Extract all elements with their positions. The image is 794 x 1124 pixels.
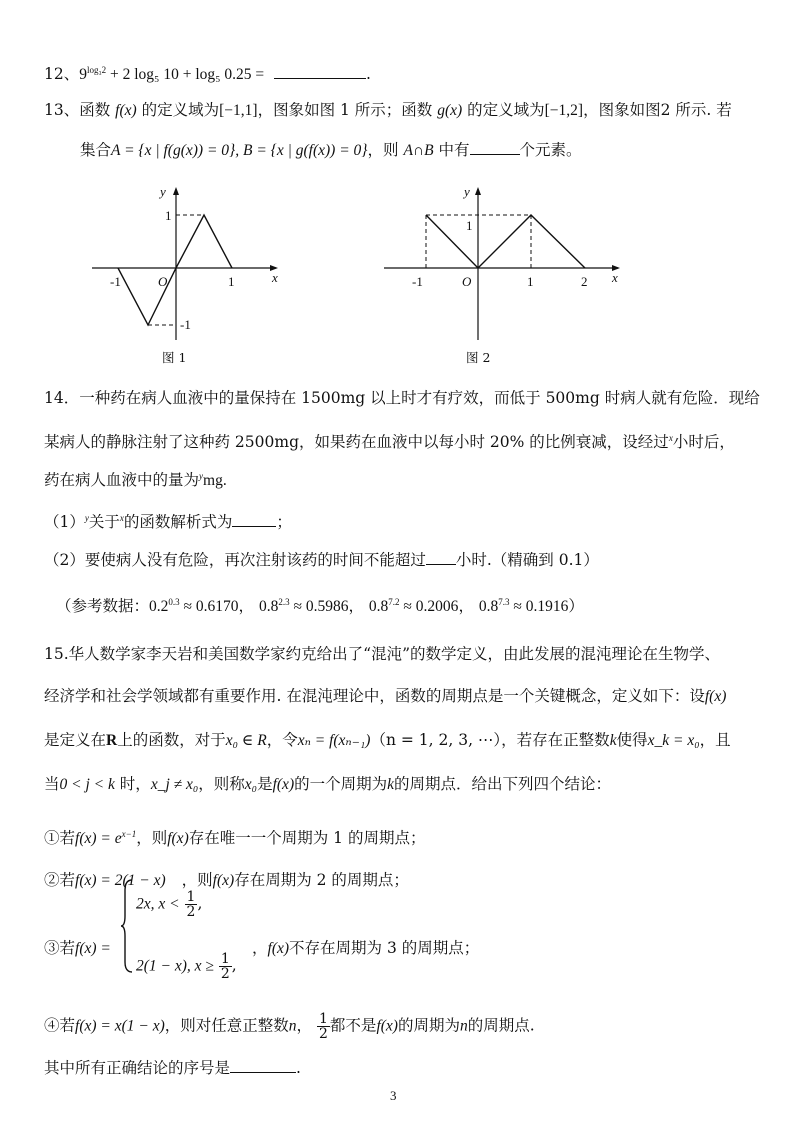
q14-ref-exp: 2.3: [278, 597, 290, 607]
fig2-tick-m1: -1: [412, 274, 423, 289]
q15-math: 2x, x <: [136, 895, 180, 913]
fig2-tick-2: 2: [581, 274, 588, 289]
q14-ref-exp: 7.2: [388, 597, 400, 607]
q15-text: 使得: [616, 731, 648, 749]
fig1-x-label: x: [272, 270, 278, 285]
q14-unit: mg.: [203, 472, 227, 490]
fig1-tick-1: 1: [228, 274, 235, 289]
q15-var-k: k: [387, 776, 395, 793]
q15-text: 的周期点．给出下列四个结论：: [394, 775, 612, 793]
piecewise-case-1: 2x, x < $\frac{1}{2}$ ,: [136, 889, 203, 920]
q14-ref-exp: 0.3: [168, 597, 180, 607]
question-12: [44, 60, 371, 85]
fig1-tick-top: 1: [165, 208, 172, 223]
q14-text: （1）: [44, 513, 85, 532]
q15-text: ，则: [181, 871, 213, 889]
fraction-half: [219, 952, 232, 981]
q15-var-k: k: [609, 732, 617, 749]
fraction-denominator: 2: [319, 1026, 328, 1042]
fig2-x-label: x: [612, 270, 618, 285]
q15-math: x_j ≠ x₀: [150, 776, 199, 793]
q15-answer-blank[interactable]: [230, 1056, 296, 1073]
q15-conclusion-4: [44, 1012, 535, 1041]
q15-text: 不存在周期为 3 的周期点；: [289, 939, 480, 957]
fig2-curve: [426, 215, 585, 268]
q14-ref-value: ≈ 0.5986: [289, 598, 349, 616]
q13-intersection: A∩B: [403, 142, 434, 159]
q14-text: （2）要使病人没有危险，再次注射该药的时间不能超过: [44, 551, 426, 569]
q14-line-3: [44, 466, 227, 491]
q14-text: （参考数据：: [56, 597, 150, 616]
figure-1-caption: 图 1: [162, 350, 187, 365]
q15-text: 的周期点.: [467, 1016, 535, 1035]
q14-text: ；: [276, 513, 292, 532]
q15-math: f(x) = e: [75, 830, 122, 848]
page-number: 3: [390, 1088, 397, 1103]
q14-answer-blank-1[interactable]: [232, 510, 276, 527]
q14-ref-base: 0.2: [149, 598, 169, 616]
q15-math: x_k = x₀: [647, 732, 700, 749]
q14-answer-blank-2[interactable]: [426, 548, 456, 565]
q13-text: 集合: [80, 141, 112, 159]
q14-text: 关于: [88, 513, 120, 532]
q13-fx: f(x): [115, 102, 137, 119]
q15-text: .: [296, 1059, 301, 1077]
q15-fx: f(x): [704, 688, 727, 705]
q14-var-y: y: [84, 513, 89, 523]
q14-ref-value: ≈ 0.2006: [399, 598, 459, 616]
q14-text: 小时后，: [672, 433, 735, 452]
q15-text: 其中所有正确结论的序号是: [44, 1059, 231, 1077]
q13-domain-f: [−1,1]: [219, 102, 258, 119]
q15-conclusion-3-lead: [44, 938, 111, 959]
fig1-y-arrow: [173, 187, 179, 195]
q15-conclusion-3-tail: [252, 938, 479, 959]
q12-number: 12、: [44, 65, 80, 84]
fig1-curve: [118, 215, 232, 325]
q15-math: xₙ = f(xₙ₋₁): [297, 732, 371, 749]
fraction-numerator: 1: [319, 1011, 328, 1027]
question-13-line-2: [44, 138, 582, 161]
q15-text: 时，: [114, 775, 151, 793]
q15-math: 0 < j < k: [59, 776, 115, 793]
q15-text: 是: [257, 775, 273, 793]
q15-fx: f(x): [376, 1017, 398, 1035]
q15-text: ④若: [44, 1016, 76, 1035]
q15-exp: x−1: [121, 829, 137, 839]
q13-text: 中有: [433, 141, 470, 159]
q15-text: ，则称: [198, 775, 245, 793]
fig2-tick-top: 1: [466, 218, 473, 233]
q15-fx: f(x): [167, 830, 189, 848]
q12-expression: + 2 log₅ 10 + log₅ 0.25 =: [106, 66, 269, 84]
fig1-tick-bottom: -1: [180, 317, 191, 332]
q14-ref-base: 0.8: [368, 598, 389, 616]
q12-exponent: log₃2: [86, 65, 107, 75]
q15-conclusion-1: [44, 824, 425, 849]
fraction-denominator: 2: [220, 966, 230, 982]
figure-2-caption: 图 2: [466, 350, 491, 365]
q14-ref-base: 0.8: [478, 598, 499, 616]
q15-text: 的一个周期为: [294, 775, 388, 793]
q12-base: 9: [79, 66, 87, 84]
q15-text: 上的函数，对于: [117, 731, 226, 749]
q15-fx: f(x): [212, 872, 235, 889]
q14-text: 的函数解析式为: [123, 513, 233, 532]
fig2-y-label: y: [464, 184, 470, 199]
q15-fx: f(x): [267, 940, 290, 957]
q15-text: ①若: [44, 829, 76, 848]
q14-text: 某病人的静脉注射了这种药 2500mg，如果药在血液中以每小时 20% 的比例衰减，设经过: [44, 433, 669, 452]
q14-sub-1: [44, 508, 292, 532]
fraction-numerator: 1: [220, 951, 230, 967]
q15-final-question: [44, 1056, 301, 1078]
q15-math: f(x) =: [75, 940, 111, 957]
q15-line-2: [44, 686, 726, 707]
q14-line-2: [44, 428, 735, 452]
q15-line-3: [44, 730, 731, 751]
q15-line-1: 15.华人数学家李天岩和美国数学家约克给出了“混沌”的数学定义，由此发展的混沌理论在生物学、: [44, 645, 721, 663]
q13-text: 13、函数: [44, 101, 116, 119]
q15-text: ，: [296, 1016, 313, 1035]
q15-line-4: [44, 774, 611, 795]
q15-text: 当: [44, 775, 60, 793]
q14-text: 小时.（精确到 0.1）: [455, 551, 599, 569]
fraction-half: [185, 890, 198, 919]
figure-2-graph: [380, 182, 630, 342]
q15-fx: f(x): [272, 776, 295, 793]
q15-text: ②若: [44, 871, 76, 889]
q15-var-n: n: [288, 1017, 297, 1035]
q14-line-1: 14．一种药在病人血液中的量保持在 1500mg 以上时才有疗效，而低于 500mg 时病人就有危险．现给: [44, 389, 760, 407]
q13-text: ，图象如图2 所示. 若: [583, 101, 732, 119]
q15-text: 是定义在: [44, 731, 107, 749]
q13-text: 的定义域为: [136, 101, 220, 119]
fraction-half: [317, 1012, 330, 1041]
q13-answer-blank[interactable]: [470, 138, 520, 155]
q15-conclusion-2: [44, 870, 409, 891]
q14-text: ）: [568, 597, 584, 616]
q14-text: 药在病人血液中的量为: [44, 471, 200, 490]
q13-text: ，图象如图 1 所示；函数: [257, 101, 438, 119]
q14-var-y: y: [199, 471, 204, 481]
q13-text: 的定义域为: [462, 101, 545, 119]
piecewise-case-2: 2(1 − x), x ≥ $\frac{1}{2}$ ,: [136, 951, 237, 982]
fig2-tick-1: 1: [527, 274, 534, 289]
q15-math: x₀ ∈ R: [225, 732, 267, 749]
question-13-line-1: [44, 100, 732, 121]
q15-text: ，则: [136, 829, 168, 848]
figure-1-graph: [88, 182, 288, 342]
q13-text: ，则: [367, 141, 404, 159]
q15-text: ，且: [699, 731, 731, 749]
q15-text: 经济学和社会学领域都有重要作用. 在混沌理论中，函数的周期点是一个关键概念，定义如下：设: [44, 687, 705, 705]
fig1-tick-m1: -1: [110, 274, 121, 289]
q15-text: ，令: [266, 731, 298, 749]
q14-ref-value: ≈ 0.1916: [509, 598, 569, 616]
piecewise-brace: [120, 878, 134, 974]
fraction-denominator: 2: [186, 904, 196, 920]
q15-text: ，则对任意正整数: [164, 1016, 289, 1035]
fraction-numerator: 1: [186, 889, 196, 905]
q15-text: 都不是: [329, 1016, 377, 1035]
q14-var-x: x: [668, 433, 673, 443]
q12-period: .: [366, 65, 371, 84]
q14-reference-data: （参考数据：$0.2^{0.3} \approx 0.6170$， $0.8^{2.3} \approx 0.5986$， $0.8^{7.2} \approx 0.2006$， $0.8^{7.3} \approx 0.1916$）: [56, 597, 584, 616]
fig1-y-label: y: [160, 184, 166, 199]
q15-text: ，: [252, 939, 268, 957]
q15-text: （n = 1, 2, 3, ⋯），若存在正整数: [370, 731, 610, 749]
q14-ref-exp: 7.3: [498, 597, 510, 607]
q15-reals: R: [106, 732, 118, 749]
fig2-y-arrow: [475, 187, 481, 195]
q13-text: 个元素。: [519, 141, 582, 159]
q12-answer-blank[interactable]: [274, 62, 366, 79]
fig2-origin: O: [462, 274, 472, 289]
q15-math: f(x) = x(1 − x): [75, 1017, 165, 1035]
q13-domain-g: [−1,2]: [544, 102, 584, 119]
q15-text: ③若: [44, 939, 76, 957]
q15-math: x₀: [244, 776, 258, 793]
fig1-origin: O: [158, 274, 168, 289]
q14-ref-base: 0.8: [258, 598, 279, 616]
q13-gx: g(x): [437, 102, 463, 119]
q14-sub-2: [44, 548, 599, 570]
q15-text: 存在唯一一个周期为 1 的周期点；: [188, 829, 426, 848]
q14-var-x: x: [119, 513, 124, 523]
q15-math: 2(1 − x), x ≥: [136, 957, 214, 975]
q15-math: f(x) = 2(1 − x): [75, 872, 166, 889]
q13-sets: A = {x | f(g(x)) = 0}, B = {x | g(f(x)) = 0}: [111, 142, 368, 159]
q15-text: 的周期为: [397, 1016, 460, 1035]
q14-ref-value: ≈ 0.6170: [179, 598, 239, 616]
q15-text: 存在周期为 2 的周期点；: [234, 871, 409, 889]
q15-var-n: n: [459, 1017, 468, 1035]
